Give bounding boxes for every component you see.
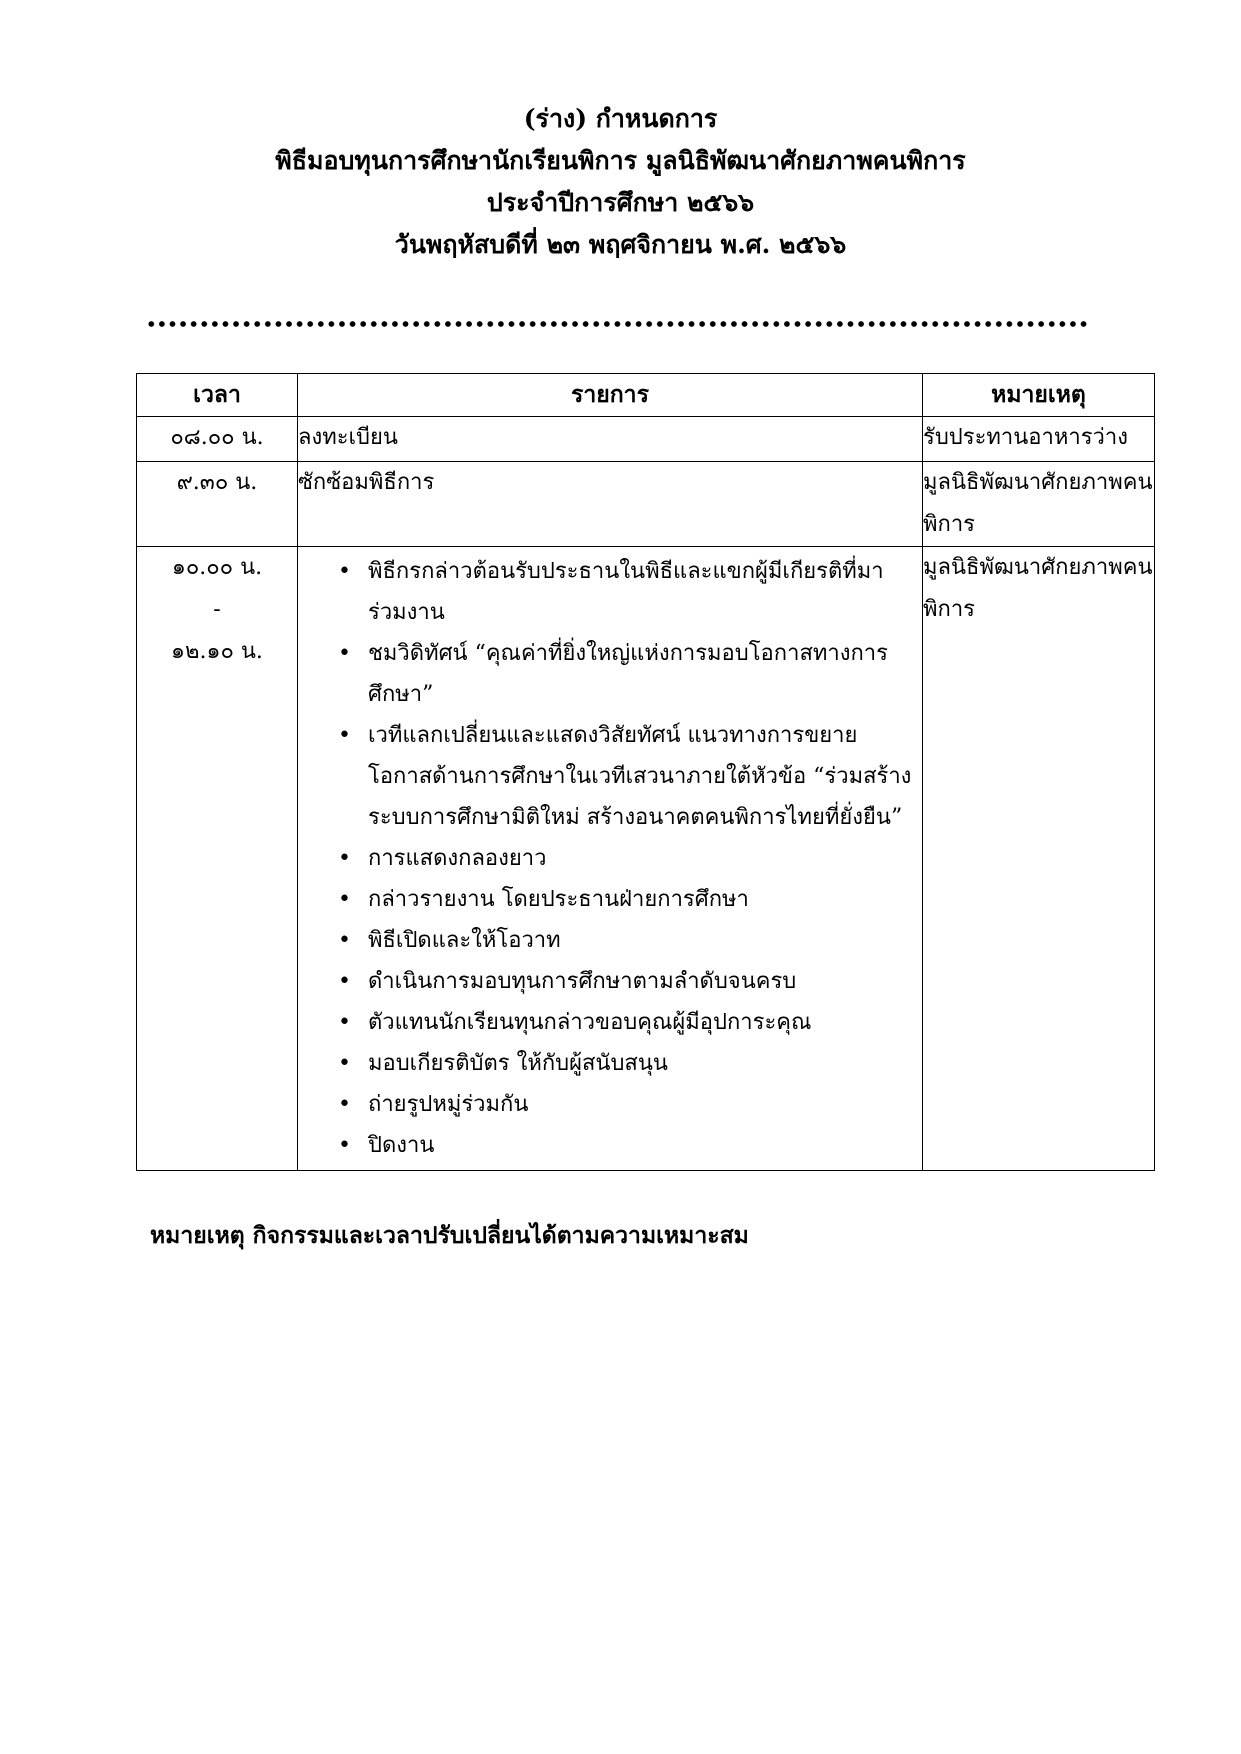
bullet-icon: • xyxy=(338,1092,351,1117)
bullet-icon: • xyxy=(338,641,351,666)
time-end: ๑๒.๑๐ น. xyxy=(171,639,263,664)
bullet-icon: • xyxy=(338,559,351,584)
program-list-cell xyxy=(298,547,923,1171)
list-item xyxy=(298,551,922,633)
table-header-row xyxy=(137,374,1155,417)
time-separator: - xyxy=(213,597,221,622)
row-item: ลงทะเบียน xyxy=(298,417,923,462)
list-item-text: กล่าวรายงาน โดยประธานฝ่ายการศึกษา xyxy=(368,887,749,912)
row-note: มูลนิธิพัฒนาศักยภาพคนพิการ xyxy=(923,547,1155,1171)
document-header xyxy=(0,98,1241,266)
table-row-program xyxy=(137,547,1155,1171)
footnote: หมายเหตุ กิจกรรมและเวลาปรับเปลี่ยนได้ตามความเหมาะสม xyxy=(150,1222,749,1249)
dotted-separator xyxy=(146,320,1088,328)
header-date: วันพฤหัสบดีที่ ๒๓ พฤศจิกายน พ.ศ. ๒๕๖๖ xyxy=(394,230,847,259)
row-time-range xyxy=(137,547,298,1171)
schedule-table xyxy=(136,373,1155,1171)
list-item-text: ชมวิดิทัศน์ “คุณค่าที่ยิ่งใหญ่แห่งการมอบโอกาสทางการศึกษา” xyxy=(368,641,888,707)
list-item-text: เวทีแลกเปลี่ยนและแสดงวิสัยทัศน์ แนวทางการขยายโอกาสด้านการศึกษาในเวทีเสวนาภายใต้หัวข้อ “ร่วมสร้างระบบการศึกษามิติใหม่ สร้างอนาคตคนพิการไทยที่ยั่งยืน” xyxy=(368,723,912,830)
bullet-icon: • xyxy=(338,887,351,912)
list-item-text: ถ่ายรูปหมู่ร่วมกัน xyxy=(368,1092,529,1117)
list-item xyxy=(298,1125,922,1166)
list-item xyxy=(298,838,922,879)
bullet-icon: • xyxy=(338,1010,351,1035)
list-item-text: พิธีกรกล่าวต้อนรับประธานในพิธีและแขกผู้มีเกียรติที่มาร่วมงาน xyxy=(368,559,884,625)
list-item-text: มอบเกียรติบัตร ให้กับผู้สนับสนุน xyxy=(368,1051,668,1076)
list-item-text: ดำเนินการมอบทุนการศึกษาตามลำดับจนครบ xyxy=(368,969,797,994)
column-header-item: รายการ xyxy=(298,374,923,417)
row-note: รับประทานอาหารว่าง xyxy=(923,417,1155,462)
header-draft-title: (ร่าง) กำหนดการ xyxy=(523,104,718,133)
list-item xyxy=(298,1002,922,1043)
list-item-text: การแสดงกลองยาว xyxy=(368,846,547,871)
column-header-time: เวลา xyxy=(137,374,298,417)
list-item-text: พิธีเปิดและให้โอวาท xyxy=(368,928,561,953)
header-ceremony-title: พิธีมอบทุนการศึกษานักเรียนพิการ มูลนิธิพัฒนาศักยภาพคนพิการ xyxy=(275,146,966,175)
bullet-icon: • xyxy=(338,1133,351,1158)
column-header-note: หมายเหตุ xyxy=(923,374,1155,417)
list-item xyxy=(298,633,922,715)
bullet-icon: • xyxy=(338,723,351,748)
list-item xyxy=(298,879,922,920)
row-time: ๐๘.๐๐ น. xyxy=(137,417,298,462)
header-academic-year: ประจำปีการศึกษา ๒๕๖๖ xyxy=(486,188,755,217)
row-item: ซักซ้อมพิธีการ xyxy=(298,462,923,547)
row-note: มูลนิธิพัฒนาศักยภาพคนพิการ xyxy=(923,462,1155,547)
list-item xyxy=(298,920,922,961)
list-item-text: ตัวแทนนักเรียนทุนกล่าวขอบคุณผู้มีอุปการะคุณ xyxy=(368,1010,812,1035)
list-item xyxy=(298,1084,922,1125)
bullet-icon: • xyxy=(338,969,351,994)
list-item xyxy=(298,961,922,1002)
time-start: ๑๐.๐๐ น. xyxy=(171,555,263,580)
bullet-icon: • xyxy=(338,1051,351,1076)
bullet-icon: • xyxy=(338,928,351,953)
list-item xyxy=(298,1043,922,1084)
program-list xyxy=(298,547,922,1170)
row-time: ๙.๓๐ น. xyxy=(137,462,298,547)
bullet-icon: • xyxy=(338,846,351,871)
table-row xyxy=(137,417,1155,462)
table-row xyxy=(137,462,1155,547)
list-item xyxy=(298,715,922,838)
list-item-text: ปิดงาน xyxy=(368,1133,435,1158)
